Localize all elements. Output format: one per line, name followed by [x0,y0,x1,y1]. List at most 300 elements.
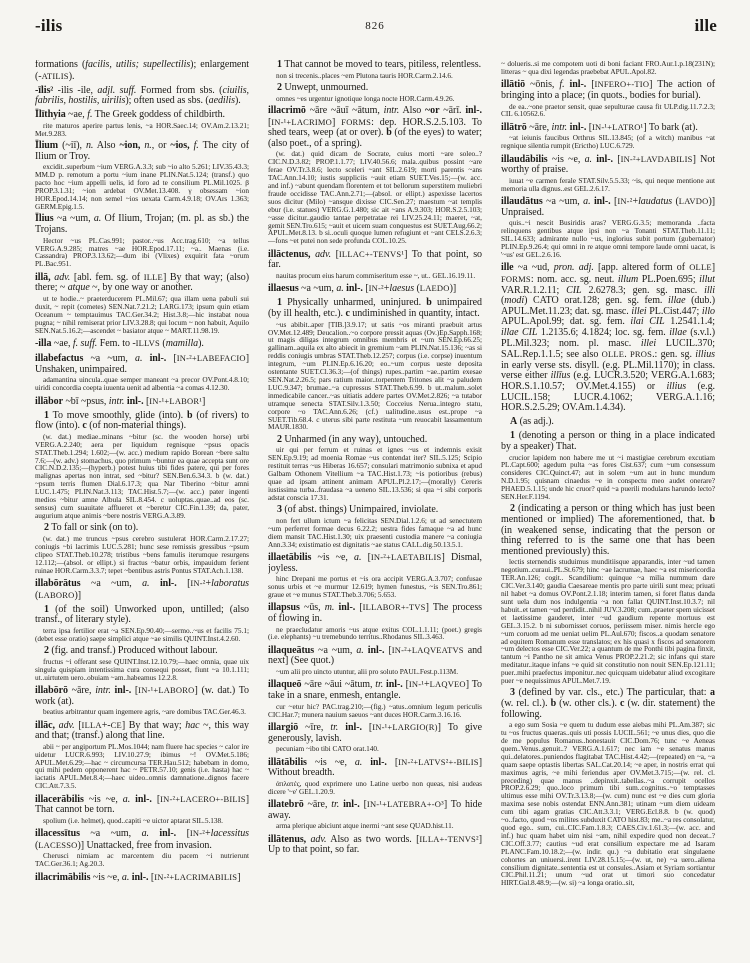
running-head [0,14,750,40]
text-segment: (e.g. LUCIL.158; LUCR.4.1062; VERG.A.1.16; HOR.S.2.5.29; OV.Am.1.4.34). [501,380,715,414]
text-segment: (w. rel. cl.). [501,698,551,710]
quotation-block: lectis sternendis studuimus munditiisque apparandis, inter ~ud tamen negotium..curaui..PL.St.679; hinc ~ae lacrumae, haec ~a est misericordia TER.An.126; cogit.. Scandilium: quinque ~a milia nummum dare CIC.Ver.3.140; gaudia Caesareae mentis pro parte uirili sunt mea; priuati nil habet ~a domus OV.Pont.2.1.18; interim tamen, si foret flatus danda sunt uela dum nos indulgentia ~a non fallat QUINT.Inst.10.3.7; nil habuit..et tamen ~ud perdidit..nihil JUV.3.208; cum..praeter spem uicisset et laetissime gauderet, inter ~ud gaudium repente mortuus est GEL.3.15.2. b ni subornisset coruos, periissem miser. nimis hercle ego ~um coruom ad me ueniat uelim PL.Aul.670; fiscos..a quodam senatore ad equitem Romanum esse translatos; ex his quasi x fiscos ad senatorem ~um delectos esse CIC.Ver.22; a quantum de me Ponthi tibi pagina finxit, tantum ~i Pantho ne sit amica Venus PROP.2.21.2; sic infans qui stare meditatur..itaque infans ~e quid sit constitutio non nouit SEN.Ep.121.11; puer..mihi praefectus imponitur..nec quicquam uidebatur aliud excogitare puer ~e nequissimus APUL.Met.7.19. [501,557,715,686]
text-segment: illātābilis [268,756,307,768]
text-segment: illabefactus [35,353,84,365]
sense-paragraph [268,298,482,319]
text-segment: a. [336,283,344,295]
text-segment: (w. other cls.). [556,698,621,710]
text-segment: illatebrō [268,799,304,811]
text-segment: A [510,416,518,428]
entry-paragraph [501,154,715,176]
text-segment: n. [85,140,94,152]
text-segment: illabōrō [35,684,68,696]
text-segment: illacerābilis [35,793,84,805]
text-segment: ~a ~um, [79,828,142,840]
text-segment: a. [356,644,364,656]
entry-paragraph [35,396,249,408]
text-segment: The Greek goddess of childbirth. [92,109,225,121]
quotation-block: cur ~etur hic? PAC.trag.210;—(fig.) ~atus..omnium legum periculis CIC.Har.7; munera nauium saeuos ~ant duces HOR.Carm.3.16.16. [268,701,482,719]
text-segment: a. [135,353,143,365]
quotation-block: pecuniam ~ibo tibi CATO orat.140. [276,744,379,754]
entry-paragraph [268,722,482,744]
guide-word-right: ille [694,16,717,35]
text-segment: ~, this way and that; (transf.) along that line. [35,719,249,742]
sense-paragraph [35,646,249,657]
text-segment: ilai [630,316,644,328]
text-segment: IN-¹+LACRIMO [271,116,333,127]
text-segment: CIL [649,316,665,328]
text-segment: ~ion, [119,140,141,152]
text-segment: )] [74,589,81,601]
text-segment: laesus [389,283,415,295]
text-segment: ~, by one way or another. [89,282,193,294]
column-left [35,60,249,960]
text-segment: -illa [35,337,52,349]
text-segment: Physically unharmed, uninjured. [281,297,427,309]
text-segment: ~is ~e, [306,756,355,768]
text-segment: (of the soil) Unworked upon, untilled; (also transf., of literary style). [35,603,249,626]
text-segment: illum [617,274,639,286]
text-segment: ] [237,871,241,883]
text-segment: [ [386,756,399,768]
text-segment: IN-²+LACRIMABILIS [154,871,238,882]
text-segment: illo [701,305,715,317]
text-segment: LAEDO [419,283,450,294]
text-segment: formations ( [35,60,86,70]
text-segment: unimpaired (by ill health, etc.). [268,297,482,320]
text-segment: ~is ~e, [547,153,585,165]
text-segment: inl-. [131,871,149,883]
quotation-block: quis..~i nescit Busiridis aras? VERG.G.3.5; memoranda ..facta relinquens gentibus atque ipsi non ~a Tonanti STAT.Theb.11.11; SIL.14.633; admirante nullo ~us, inglorius subit portum (gubernator) PLIN.Ep.9.26.4; qui omni in re atque omni tempore laude omni uacat, is '~us' est GEL.2.6.16. [501,218,715,260]
quotation-block: hinc Drepani me portus et ~is ora accipit VERG.A.3.707; confusae sonus urbis et ~e murmur 12.619; hymen funestus, ~is SEN.Tro.861; graue et ~e munus STAT.Theb.3.706; 5.653. [268,574,482,599]
text-segment: (of non-material things). [86,420,187,432]
sense-paragraph [268,435,482,446]
text-segment: IN-¹+LATRO¹ [592,121,644,132]
text-segment: illius [695,349,715,361]
text-segment: ] [332,116,342,128]
text-segment: ) CATO orat.128; gen. sg. fem. [524,295,668,307]
text-segment: ILLVS [135,337,160,348]
text-segment: hac [185,719,200,731]
text-segment: inl-. [386,679,403,691]
text-segment: ] By that way; (also) there; ~ [35,271,249,294]
page-number: 826 [365,20,385,32]
text-segment: f. suff. [72,337,98,349]
text-segment: ~a ~um, [83,353,135,365]
text-segment: PL.Cist.447; [646,305,702,317]
text-segment: ~āre, [303,799,332,811]
text-segment: )] Unpraised. [501,196,715,218]
text-segment: b [550,698,557,710]
text-segment: ] Not worthy of praise. [501,153,715,176]
text-segment: ] [711,262,715,274]
entry-paragraph [268,679,482,701]
text-segment: illātiō [501,79,526,91]
text-segment: 3 [510,687,515,699]
text-segment: c [345,308,350,320]
text-segment: Also [399,105,425,116]
text-segment: IN-¹+LABOR¹ [149,395,202,406]
text-segment: -ilis -ile, [53,84,98,96]
text-segment: ~āre, [526,121,552,133]
text-segment: ~is ~e, [311,551,355,563]
text-segment: tr. [331,799,340,811]
text-segment: 2 [510,503,515,515]
text-segment: 1 [277,297,282,309]
text-segment: + [424,679,430,691]
quotation-block: abii ~ per angiportum PL.Mos.1044; nam fluere hac species ~ calor ire uidetur LUCR.6.993; LIV.10.27.9; ibimus ~! OV.Met.5.186; APUL.Met.6.29;—hac ~ circumcursa TER.Hau.512; habebam in domo, qui mihi pedem opponerent hac ~ PETR.57.10; genis (i.e. hasta) hac ~ iactatis APUL.Met.8.4;—haec uideo..omnis damnatione..dignos facere CIC.Att.7.3.5. [35,741,249,791]
text-segment: ~ios, [170,140,190,152]
text-segment: 2 [44,645,49,657]
text-segment: Also as two words. [ [326,833,420,845]
quotation-block: terra ipsa fertilior erat ~a SEN.Ep.90.40;—sermo..~us et facilis 75.1; (debet esse oratio) saepe simplici atque ~ae similis QUINT.Inst.4.2.60. [35,625,249,643]
text-segment: ] The process of flowing in. [268,602,482,624]
text-segment: ~āre ~āuī ~ātum, [305,105,384,116]
text-segment: a. [141,828,149,840]
text-segment: (of abst. things) Unimpaired, inviolate. [281,504,439,516]
text-segment: ] The action of bringing into a place; (in quots., bodies for burial). [501,79,715,101]
text-segment: ( [159,337,166,349]
text-segment: f. [87,109,93,121]
quotation-block: ~us abibit..aper [TIB.]3.9.17; ut satis ~os miranti praebuit artus OV.Met.12.489; Deucalion..~o corpore pressit aquas (Ov.)Ep.Sapph.168; ut magis diligas integrum omnibus membris et ~um SEN.Ep.66.25; gallinam..aquila ex alto abiecit in gremium ~am PLIN.Nat.15.136; ~as si reddis coniugis umbras STAT.Theb.12.257; corpus (i.e. corpse) inuentum integrum, ~um PLIN.Ep.6.16.20; eo..~um corpus ueste deposita ostentante SUET.Cl.36.3;—(of things) rupes..partim ~ae..partim exesae SEN.Nat.2.26.5; pars ratium maior..torpentem Tritones alit ~a paludem LUC.9.347; brumae..~a cupressus STAT.Theb.6.99. b ut..malum..solet inmedicabile cancer..~as uitiatis addere partes OV.Met.2.826; ~a tutabor utramque senecta STAT.Silv.1.3.50; Cocceius Nerua..integro statu, corpore ~o TAC.Ann.6.26; (cf.) ualitudine..usus est..prope ~a SUET.Tib.68.4. c uterus sibi parte restituta ~um reuocabit lassamentum MAUR.1830. [268,319,482,432]
text-segment: OLLE [689,262,712,273]
text-segment: [ [362,283,369,295]
entry-paragraph [268,283,482,295]
text-segment: illaudābilis [501,153,548,165]
text-segment: intr. [383,105,400,116]
text-segment: (indicating a person or thing which has just been mentioned or implied) The aforementioned, that. [501,503,715,526]
entry-paragraph [35,872,249,884]
text-segment: inl-. [126,395,144,407]
sense-paragraph [35,523,249,534]
quotation-block: nauitas procum eius harum commiseritum esse ~, ut.. GEL.16.19.11. [276,270,476,280]
text-segment: + [383,283,390,295]
text-segment: illut [699,274,715,286]
quotation-block: adamantina uincula..quae semper maneant ~a precor OV.Pont.4.8.10; uiridi concordia coepta iuuenta uenit ad albentia ~a comas 4.12.30. [35,375,249,393]
text-segment: [ [176,577,191,589]
text-segment: ~is ~e, [83,793,123,805]
text-segment: (e.g. LUCR.3.520; VERG.A.1.683; HOR.S.1.10.57; OV.Met.4.155) or [501,370,715,392]
text-segment: illius [666,380,687,392]
text-segment: f. [193,140,199,152]
continuation-paragraph [35,60,249,82]
text-segment: inl-. [345,721,362,733]
text-segment: ~a ~um, [542,196,584,208]
text-segment: a. [121,871,130,883]
text-segment: (~iī), [58,140,86,152]
text-segment: ~is ~e, [90,871,122,883]
text-segment: [ [610,196,618,208]
text-segment: ] By that way; [121,719,186,731]
text-segment: IN-²+LAETABILIS [370,551,442,562]
text-segment: intr. [95,684,111,696]
text-segment: inl-. [593,196,611,208]
text-segment: adv. [310,833,327,845]
text-segment: INFERO+-TIO [594,79,650,90]
text-segment: Unharmed (in any way), untouched. [281,433,428,445]
entry-paragraph [35,353,249,375]
text-segment: aedilis [208,95,235,107]
text-segment: a [710,687,715,699]
text-segment: (of the eyes) to water; (also poet., of a spring). [268,127,482,149]
text-segment: ~ārī. [439,105,466,116]
text-segment: inl-. [569,121,587,133]
quotation-block: spolium (i.e. helmet), quod..capiti ~e uictor aptarat SIL.5.138. [43,815,223,825]
text-segment: CIL [522,327,538,338]
text-segment: IN-² [190,577,206,588]
text-segment: (defined by var. cls., etc.) The particular, that: [514,687,711,699]
text-segment: inl-. [346,283,363,295]
text-segment: inl-. [338,602,356,614]
text-segment: a. [354,756,363,768]
text-segment: 1.2135.6; 4.1824; loc. sg. fem. [537,327,670,338]
text-segment: -īlis² [35,84,54,96]
quotation-block: (w. dat.) mediae..minans ~bitur (sc. the wooden horse) urbi VERG.A.2.240; aera per liquidum regnisque ~psus opacis STAT.Theb.1.294; 1.602;—(w. acc.) medium rapido Borean ~bere saltu 7.6;—(w. adv.) stomachus, quo primum ~buntur ea quae accepta sunt ore CIC.N.D.2.135;—(hyperb.) potest huius tibi fides patere, qui per fores malignas apertas non intrat, sed ~bitur? SEN.Ben.6.34.3. b (w. dat.) ~psum terris flumen Dial.6.17.3; qua Nar Tiberino ~bitur amni LUC.1.475; PLIN.Nat.3.113; TAC.Hist.5.7;—(w. acc.) pater ingenti medios ~bitur amne Albula SIL.8.454. c uoluptas..quae..ad eos (sc. sensus) cum suauitate afflueret et ~beretur CIC.Fin.1.39; da, pater, augurium atque animis ~bere nostris VERG.A.3.89. [35,431,249,520]
text-segment: [ [74,719,82,731]
text-segment: illacrimābilis [35,871,91,883]
text-segment: illei [631,305,647,317]
entry-paragraph [35,272,249,294]
entry-paragraph [35,828,249,851]
entry-paragraph [501,196,715,218]
text-segment: ~a ~um, [53,213,94,225]
entry-paragraph [268,602,482,624]
text-segment: ~ae, [51,337,73,349]
text-segment: IN-²+LAVDABILIS [620,153,693,164]
entry-paragraph [35,578,249,601]
text-segment: 1.2541.1.4; [664,316,715,328]
text-segment [142,353,149,364]
entry-paragraph [268,799,482,821]
text-segment: inl-. [159,828,177,840]
column-right [501,60,715,960]
quotation-block: excidit..superbum ~ium VERG.A.3.3; sub ~io alto 5.261; LIV.35.43.3; MM.D p. remotum a portu ~ium inane PLIN.Nat.5.124; (transf.) quo pacto hoc ~ium appelli uelis, id foro ad te consilium PL.Mil.1025. β PROP.3.1.31; ~ion ardebat OV.Met.13.408. γ obsessam ~ion HOR.Epod.14.14; non semel ~ios uexata Carm.4.9.18; OV.Ars 1.363; GERM.Epig.1.5. [35,162,249,211]
text-segment: a. [583,196,591,208]
text-segment: illae [669,327,687,338]
entry-paragraph [35,685,249,707]
sense-paragraph [501,688,715,720]
text-segment: [ [586,79,595,91]
text-segment: illābor [35,395,63,407]
text-segment: ). [68,70,75,82]
text-segment: .: gen. sg. [652,349,696,361]
text-segment: ILLE [143,271,163,282]
text-segment: )] Unattacked, free from invasion. [77,839,212,851]
sense-paragraph [501,417,715,428]
text-segment: IN-²+LACERO+-BILIS [160,793,246,804]
text-segment: inl-. [135,793,152,805]
sense-paragraph [268,505,482,516]
text-segment: ( [35,589,39,601]
text-segment: [ [361,551,371,563]
text-segment: inl-. [370,756,387,768]
text-segment: ~īre, [298,721,331,733]
text-segment: [ [151,793,161,805]
text-segment: CE [110,719,122,730]
entry-paragraph [35,720,249,742]
quotation-block: ~um alii pro uincto utuntur, alii pro soluto PAUL.Fest.p.113M. [276,667,459,677]
text-segment: + [205,828,211,840]
quotation-block: ἀπλατές, quod exprimere uno Latine uerbo non queas, nisi audeas dicere '~e' GEL.1.20.9. [268,778,482,796]
text-segment: To fall or sink (on to). [48,522,139,534]
text-segment: LAVDO [678,196,709,207]
text-segment: 1 [277,60,282,70]
entry-paragraph [501,122,715,134]
text-segment: illei [640,337,657,349]
text-segment: ~ūs, [299,602,325,614]
text-segment [150,578,160,589]
text-segment: adjl. suff. [97,84,137,96]
text-segment: ); often used as sbs. ( [125,95,209,107]
quotation-block: Cherusci nimiam ac marcentem diu pacem ~i nutrierunt TAC.Ger.36.1; Ag.20.3. [35,851,249,869]
text-segment: a. [122,793,131,805]
text-segment: 2 [44,522,49,534]
text-segment: a. [142,577,150,589]
entry-paragraph [35,794,249,816]
text-segment: a. [93,213,102,225]
sense-paragraph [268,83,482,94]
text-segment: [ [131,684,139,696]
text-segment: ). [198,337,204,349]
quotation-block: ~at ieiunis faucibus Orthrus SIL.13.845; (of a witch) manibus ~at regnique silentia rumpit (Erictho) LUC.6.729. [501,133,715,151]
quotation-block: ~ dolueris..si me compotem uoti di boni faciant FRO.Aur.1.p.18(231N); litteras ~ qua dixi legendas praebebat APUL.Apol.82. [501,60,715,76]
entry-paragraph [268,834,482,856]
text-segment: Also [93,140,120,152]
text-segment: b [426,297,432,309]
entry-paragraph [35,86,249,107]
text-segment: ] To give generously, lavish. [268,721,482,744]
text-segment: (in weakened sense, indicating that the person or thing referred to is the same one that has been mentioned previously) this. [501,524,715,557]
text-segment: b [386,127,392,139]
text-segment: ille [501,262,514,274]
text-segment: [ [613,153,621,165]
text-segment: ILLAC+-TENVS¹ [338,248,405,259]
quotation-block: non si trecenis..places ~em Plutona tauris HOR.Carm.2.14.6. [276,70,453,80]
text-segment: )] [449,283,457,295]
text-segment [362,757,370,768]
text-segment: ] That cannot be torn. [35,793,249,816]
text-segment: ciuilis, fabrilis, hostilis, uirilis [35,84,249,107]
text-segment: atque [67,282,90,294]
text-segment: illacessītus [35,828,80,840]
text-segment: PL.Poen.695; [638,274,700,286]
quotation-block: iuuat ~e carmen ferale STAT.Silv.5.5.33; ~is, qui neque mentione aut memoria ulla dignus..est GEL.2.6.17. [501,175,715,193]
text-segment: illātrō [501,121,527,133]
text-segment: + [632,196,639,208]
text-segment: CIL [566,284,582,296]
text-segment: inl-. [343,799,360,811]
text-segment: n. [144,140,152,152]
quotation-block: uir qui per ferrum et ruinas et ignes ~us et indemnis exisit SEN.Ep.9.19; ad moenia Romae ~us contendat iter? SIL.5.125; Scipio restituit terras ~us Hiberas 16.657; consulari matrimonio subnixa et apud Galbam Othonem Vitellium ~a TAC.Hist.1.73; ~is potioribus (rebus) quae ad ipsam attinent animam APUL.Pl.2.17;—(morally) Cereris iustissima turba..fraudasa ~a ueneno SIL.13.536; si qua ~i sibi corporis adstat conscia 17.31. [268,445,482,502]
quotation-block: fructus ~i offerant sese QUINT.Inst.12.10.79;—haec omnia, quae uix singula quispiam intentissima cura consequi posset, fiunt ~a 10.1.111; ut..uirtutem uero..obuiam ~am..habeamus 12.2.8. [35,656,249,682]
entry-paragraph [501,79,715,101]
entry-paragraph [268,645,482,667]
text-segment: ( [501,295,505,307]
text-segment: ~a ~um, [298,283,337,295]
text-segment: tr. [375,679,384,691]
text-segment: 2 [277,82,282,93]
quotation-block: (w. dat.) quid dicam de Socrate, cuius morti ~are soleo..? CIC.N.D.3.82; PROP.1.1.77; LIV.40.56.6; mala..quibus possint ~are ferae OV.Tr.3.8.6; lecto sceleri ~ant SIL.2.619; morti parentis ~ans TAC.Ann.14.10; iustis suppliciis ~auit etiam SUET.Ves.15;—(w. acc. and inf.) ~abunt quendam florentem et tot bellorum superstitem muliebri fraude occidisse TAC.Ann.2.71;—(absol. or ellipt.) aspexisse lacertos suos dicitur (Milo) ~ansque dixisse CIC.Sen.27; maestum ~at templis ebur (i.e. statues) VERG.G.1.480; sic ait ~ans A.9.303; HOR.S.2.5.103; ~asse dicitur..gaudio tantae perpetratae rei LIV.25.24.11; maeret, ~at, gemit SEN.Tro.615; ~auit et uicem suam conquestus est SUET.Aug.66.2; APUL.Met.8.13. b si..oculi quoque lumen refugiunt et ~ant CELS.2.6.3;—fons ~et putei non sede profunda COL.10.25. [268,149,482,246]
text-segment: (as adj.). [517,416,554,428]
text-segment: : dep. HOR.S.2.5.103. To shed tears, weep (at or over). [268,116,482,139]
text-segment: Of Ilium, Trojan; (m. pl. as sb.) the Trojans. [35,213,249,235]
quotation-block: de ea..~one praetor sensit, quae sepulturae causa fit ULP.dig.11.7.2.3; CIL 6.10562.6. [501,101,715,119]
entry-paragraph [35,338,249,350]
sense-paragraph [501,504,715,557]
text-segment: illāc, [35,719,55,731]
text-segment: (s.v.l.) PL.Mil.323; nom. pl. masc. [501,327,715,349]
text-segment: ~ōnis, [525,79,560,91]
text-segment: 3 [277,504,282,516]
text-segment: To move smoothly, glide (into). [48,409,187,421]
text-segment: [ [361,721,373,733]
text-segment: (denoting a person or thing in a place indicated by a speaker) That. [501,430,715,452]
text-segment: c [82,420,87,432]
text-segment: 1 [44,603,49,615]
text-segment: OLLE [601,349,625,360]
text-segment: inl-. [465,105,482,116]
text-segment: 2.6278.3; gen. sg. masc. [581,284,705,296]
text-segment: VAR.R.1.2.11; [501,284,567,296]
text-segment: ] Dismal, joyless. [268,551,482,574]
text-segment: illapsus [268,602,300,614]
text-segment: m. [324,602,335,614]
text-segment: [ [268,116,272,128]
text-segment: + [205,577,212,589]
text-segment: ] To hide away. [268,799,482,821]
text-segment: ILLABOR+-TVS [362,602,426,613]
text-segment: ] Unshaken, unimpaired. [35,353,249,375]
text-segment: illacrimō [268,105,306,116]
text-segment: IN-²+LABEFACIO [176,353,246,364]
text-segment: [ [176,828,190,840]
text-segment: illaetābilis [268,551,312,563]
text-segment: PROS [630,349,653,360]
text-segment: in early verse sts. disyll. (e.g. PL.Mil.1170); in class. verse either [501,359,715,382]
entry-paragraph [268,106,482,149]
text-segment [149,828,159,839]
text-segment: IN-²+LATVS²+-BILIS [398,756,479,767]
text-segment: [ [143,395,150,407]
entry-paragraph [501,262,715,413]
text-segment: ] To take in a snare, enmesh, entangle. [268,679,482,702]
text-segment: IN-¹+LABORO [138,684,195,695]
text-segment: ATILIS [41,70,69,81]
entry-paragraph [35,214,249,235]
text-segment: [abl. fem. sg. of [70,271,144,283]
quotation-block: Hector ~us PL.Cas.991; pastor..~us Acc.trag.610; ~a tellus VERG.A.9.285; matres ~ae HOR.Epod.17.11; ~a.. Maenas (i.e. Cassandra) PROP.3.13.62;—dum ibi (Vlixes) exquirit fata ~orum PL.Bac.951. [35,235,249,269]
text-segment: Īlius [35,213,54,225]
text-segment: (w. dir. statement) the following. [501,698,715,720]
text-segment: a. [584,153,593,165]
text-segment: [ [148,871,155,883]
text-segment: ] Up to that point, so far. [268,833,482,856]
text-segment: ( [672,196,679,208]
text-segment: f. [559,79,565,91]
entry-paragraph [35,110,249,121]
text-segment: That cannot be moved to tears, pitiless, relentless. [281,60,482,70]
text-segment: 2 [277,433,282,445]
text-segment: IN-² [368,283,384,294]
text-segment: ] Without breadth. [268,756,482,779]
text-segment: illāctenus, [268,248,311,260]
text-segment: [ [331,248,339,260]
text-segment: 1 [510,430,515,442]
text-segment: b [709,514,715,526]
text-segment: adv. [58,719,75,731]
text-segment: inl-. [114,684,132,696]
quotation-block: arma plerique abiciunt atque inermi ~ant sese QUAD.hist.11. [276,821,454,831]
